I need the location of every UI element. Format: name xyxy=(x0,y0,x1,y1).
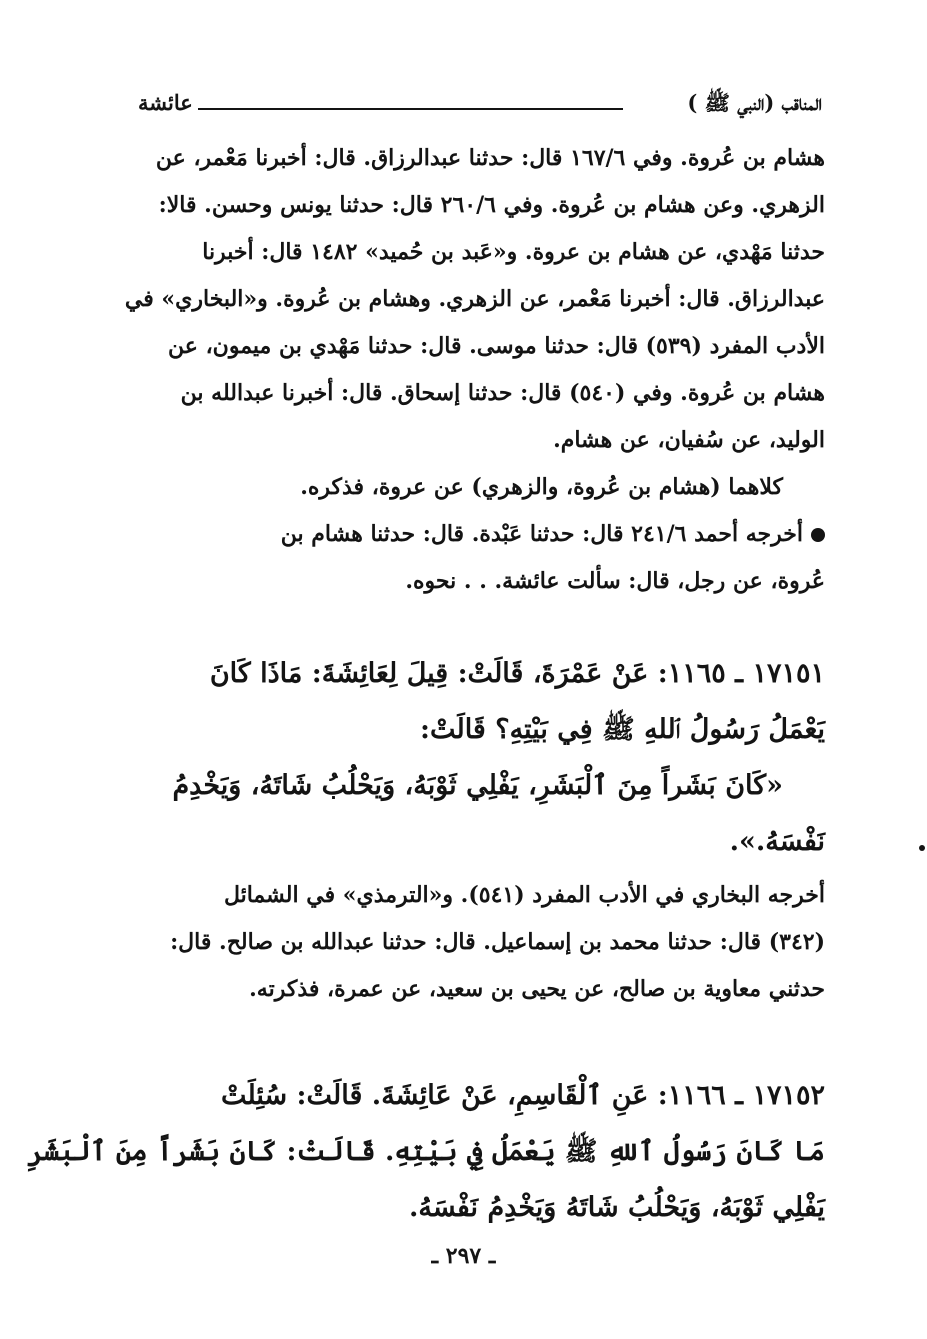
hadith-line: يَفْلِي ثَوْبَهُ، وَيَحْلُبُ شَاتَهُ وَيَخْدِمُ نَفْسَهُ. xyxy=(408,1192,825,1223)
notes-line: حدثني معاوية بن صالح، عن يحيى بن سعيد، عن عمرة، فذكرته. xyxy=(249,976,825,1002)
hadith-line: مَا كَانَ رَسُولُ ٱللهِ ﷺ يَعْمَلُ فِي بَيْتِهِ. قَالَتْ: كَانَ بَشَراً مِنَ ٱلْبَشَرِ xyxy=(27,1136,825,1167)
notes-line: (٣٤٢) قال: حدثنا محمد بن إسماعيل. قال: حدثنا عبدالله بن صالح. قال: xyxy=(170,929,825,955)
notes-line: الأدب المفرد (٥٣٩) قال: حدثنا موسى. قال: حدثنا مَهْدي بن ميمون، عن xyxy=(168,333,825,359)
hadith-line: ١٧١٥٢ ـ ١١٦٦: عَنِ ٱلْقَاسِمِ، عَنْ عَائِشَةَ. قَالَتْ: سُئِلَتْ xyxy=(220,1080,825,1111)
notes-line: حدثنا مَهْدي، عن هشام بن عروة. و«عَبد بن حُميد» ١٤٨٢ قال: أخبرنا xyxy=(202,239,825,265)
notes-line: هشام بن عُروة. وفي (٥٤٠) قال: حدثنا إسحاق. قال: أخبرنا عبدالله بن xyxy=(180,380,825,406)
hadith-line: يَعْمَلُ رَسُولُ ٱللهِ ﷺ فِي بَيْتِهِ؟ قَالَتْ: xyxy=(420,714,825,745)
takhrij-text: أخرجه أحمد ٢٤١/٦ قال: حدثنا عَبْدة. قال: حدثنا هشام بن xyxy=(280,521,803,547)
scan-speck xyxy=(919,845,925,851)
notes-summary: كلاهما (هشام بن عُروة، والزهري) عن عروة، فذكره. xyxy=(300,474,783,500)
notes-line: الوليد، عن سُفيان، عن هشام. xyxy=(553,427,825,453)
hadith-17152 xyxy=(27,1068,825,1236)
hadith-line: ١٧١٥١ ـ ١١٦٥: عَنْ عَمْرَةَ، قَالَتْ: قِيلَ لِعَائِشَةَ: مَاذَا كَانَ xyxy=(209,658,825,689)
takhrij-line xyxy=(135,511,825,558)
bullet-icon xyxy=(811,528,825,542)
notes-line: هشام بن عُروة. وفي ١٦٧/٦ قال: حدثنا عبدالرزاق. قال: أخبرنا مَعْمر، عن xyxy=(155,145,825,171)
takhrij-line: عُروة، عن رجل، قال: سألت عائشة. . . نحوه. xyxy=(405,568,825,594)
hadith-17151 xyxy=(135,646,825,870)
page-number: ـ ٢٩٧ ـ xyxy=(431,1243,496,1269)
running-header xyxy=(138,90,822,130)
notes-line: الزهري. وعن هشام بن عُروة. وفي ٢٦٠/٦ قال: حدثنا يونس وحسن. قالا: xyxy=(158,192,825,218)
takhrij-notes-1 xyxy=(124,135,825,605)
chapter-title: المناقب (النبي ﷺ ) xyxy=(687,90,822,115)
hadith-line: نَفْسَهُ.». xyxy=(729,826,825,857)
hadith-line: «كَانَ بَشَراً مِنَ ٱلْبَشَرِ، يَفْلِي ثَوْبَهُ، وَيَحْلُبُ شَاتَهُ، وَيَخْدِمُ xyxy=(172,770,783,801)
header-rule xyxy=(198,108,623,110)
section-title: عائشة xyxy=(138,90,193,115)
notes-line: عبدالرزاق. قال: أخبرنا مَعْمر، عن الزهري. وهشام بن عُروة. و«البخاري» في xyxy=(124,286,825,312)
takhrij-notes-2 xyxy=(135,872,825,1013)
notes-line: أخرجه البخاري في الأدب المفرد (٥٤١). و«الترمذي» في الشمائل xyxy=(223,882,825,908)
